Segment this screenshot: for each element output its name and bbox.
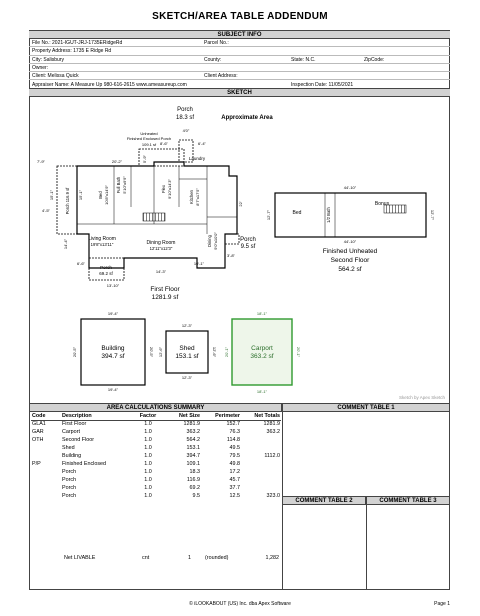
subject-info-field: Client Address:	[204, 73, 238, 80]
porch-right-label: Porch	[240, 237, 256, 243]
bonus-label: Bonus	[374, 201, 390, 207]
table-row	[31, 420, 281, 428]
comment-table-1-header: COMMENT TABLE 1	[282, 403, 450, 412]
dim-label: 20'-5"	[149, 346, 154, 358]
dining-label: Dining	[207, 235, 212, 247]
dim-label: 18'-1"	[256, 389, 268, 394]
table-row	[31, 492, 281, 500]
col-net-totals: Net Totals	[254, 412, 280, 419]
dim-label: 13'-10"	[106, 283, 120, 288]
cell-total	[241, 444, 281, 452]
table-row	[31, 460, 281, 468]
table-divider	[366, 496, 367, 590]
porch-bottom-label: Porch	[100, 265, 112, 270]
cell-code: GLA1	[32, 421, 46, 428]
dim-label: 19'-4"	[107, 387, 119, 392]
dim-label: 5'-9"	[142, 155, 147, 163]
cell-size: 1281.9	[183, 421, 200, 428]
table-row	[31, 452, 281, 460]
cell-total	[241, 468, 281, 476]
net-livable-rounded: (rounded)	[205, 555, 229, 561]
building-outline	[81, 319, 145, 385]
subject-info-row	[29, 64, 450, 72]
cell-desc: Porch	[62, 493, 77, 499]
dim-label: 19'-4"	[107, 311, 119, 316]
subject-info-field: City: Salisbury	[32, 56, 64, 63]
subject-info-header: SUBJECT INFO	[29, 30, 450, 39]
floor-plan-drawing	[29, 97, 450, 402]
second-floor-label-1: Finished Unheated	[322, 248, 378, 255]
cell-desc: Shed	[62, 445, 75, 451]
cell-size: 69.2	[189, 485, 200, 491]
dim-label: 10'-1"	[193, 261, 205, 266]
porch-right-outline	[225, 234, 239, 244]
net-livable-label: Net LIVABLE	[64, 555, 96, 561]
cell-perim: 76.3	[229, 429, 240, 435]
page-number: Page 1	[434, 601, 450, 607]
subject-info-row	[29, 39, 450, 47]
dim-label: 15'-1"	[78, 189, 83, 201]
sketch-area	[29, 97, 450, 402]
dim-label: 20'-1"	[224, 346, 229, 358]
cell-desc: Carport	[62, 429, 80, 435]
cell-size: 9.5	[192, 493, 200, 499]
cell-perim: 45.7	[229, 477, 240, 483]
page-title: SKETCH/AREA TABLE ADDENDUM	[152, 11, 328, 22]
dim-label: 12'-6"	[212, 346, 217, 358]
cell-perim: 49.5	[229, 445, 240, 451]
building-area: 394.7 sf	[101, 353, 125, 360]
cell-size: 109.1	[186, 461, 200, 467]
cell-total: 323.0	[266, 493, 280, 499]
living-room-label: Living Room	[88, 236, 116, 242]
cell-code: P/P	[32, 461, 41, 467]
flex-dim: 9'10"x14'3"	[167, 179, 172, 199]
cell-code: OTH	[32, 437, 44, 443]
unheated-label-1: Unheated	[140, 131, 158, 136]
cell-factor: 1.0	[144, 493, 152, 499]
cell-size: 363.2	[186, 429, 200, 435]
subject-info-field: Client: Melissa Quick	[32, 73, 79, 80]
cell-factor: 1.0	[144, 461, 152, 467]
porch-top-area: 18.3 sf	[175, 115, 195, 121]
cell-desc: Porch	[62, 477, 77, 483]
carport-area: 363.2 sf	[250, 353, 274, 360]
subject-info-row	[29, 72, 450, 80]
cell-total: 363.2	[266, 429, 280, 435]
col-perimeter: Perimeter	[215, 412, 240, 419]
copyright-text: © iLOOKABOUT (US) Inc. dba Apex Software	[189, 601, 291, 607]
subject-info-field: Parcel No.:	[204, 40, 229, 46]
cell-total	[241, 484, 281, 492]
comment-table-2-header: COMMENT TABLE 2	[282, 496, 366, 505]
dim-label: 15'-1"	[49, 189, 54, 201]
cell-desc: First Floor	[62, 421, 87, 428]
approx-area-label: Approximate Area	[221, 115, 273, 121]
cell-size: 564.2	[186, 437, 200, 443]
dim-label: 6'-4"	[198, 141, 206, 146]
dim-label: 4'0"	[182, 128, 190, 133]
cell-desc: Porch	[62, 469, 77, 475]
second-bed-label: Bed	[292, 210, 302, 216]
cell-perim: 17.2	[229, 469, 240, 475]
comment-table-3-header: COMMENT TABLE 3	[366, 496, 450, 505]
subject-info-field: File No.: 2021-IGUT-JRJ-1735ERidgeRd	[32, 40, 123, 46]
cell-size: 153.1	[186, 445, 200, 451]
cell-perim: 37.7	[229, 485, 240, 491]
subject-info-row	[29, 56, 450, 64]
cell-factor: 1.0	[144, 437, 152, 443]
sketch-header: SKETCH	[29, 88, 450, 97]
table-row	[31, 476, 281, 484]
cell-total: 1281.9	[263, 421, 280, 428]
living-room-dim: 19'8"x13'11"	[90, 242, 114, 247]
cell-factor: 1.0	[144, 469, 152, 475]
cell-perim: 49.8	[229, 461, 240, 467]
table-row	[31, 444, 281, 452]
unheated-label-3: 109.1 sf	[141, 142, 157, 147]
col-description: Description	[62, 412, 92, 419]
cell-desc: Building	[62, 453, 82, 459]
building-label: Building	[101, 345, 125, 352]
cell-perim: 12.5	[229, 493, 240, 499]
cell-code	[31, 452, 61, 460]
flex-label: Flex	[161, 185, 166, 193]
cell-code	[31, 492, 61, 500]
porch-right-area: 9.5 sf	[240, 244, 256, 250]
dim-label: 4'-5"	[42, 208, 50, 213]
cell-factor: 1.0	[144, 485, 152, 491]
col-factor: Factor	[139, 412, 157, 419]
dim-label: 44'-10"	[343, 239, 357, 244]
shed-label: Shed	[179, 345, 195, 352]
kitchen-label: Kitchen	[189, 190, 194, 204]
table-row	[31, 484, 281, 492]
unheated-label-2: Finished Enclosed Porch	[126, 136, 172, 141]
cell-total: 1112.0	[264, 453, 280, 459]
dining-room-label: Dining Room	[146, 240, 176, 246]
cell-total	[241, 476, 281, 484]
cell-code	[31, 484, 61, 492]
area-calculations-rows	[31, 420, 281, 500]
second-floor-area: 564.2 sf	[338, 266, 362, 273]
full-bath-dim: 5'10"x9'9"	[122, 176, 127, 194]
area-calculations-header: AREA CALCULATIONS SUMMARY	[29, 403, 282, 412]
dim-label: 12'-7"	[430, 209, 435, 221]
table-row	[31, 428, 281, 436]
cell-desc: Second Floor	[62, 437, 95, 443]
cell-factor: 1.0	[144, 453, 152, 459]
first-floor-label: First Floor	[150, 286, 180, 293]
dim-label: 22'	[238, 201, 243, 207]
dining-room-dim: 12'11"x12'3"	[149, 246, 173, 251]
cell-factor: 1.0	[144, 429, 152, 435]
cell-size: 18.3	[189, 469, 200, 475]
sketch-credit: Sketch by Apex Sketch	[398, 395, 445, 400]
cell-factor: 1.0	[144, 421, 152, 428]
cell-factor: 1.0	[144, 477, 152, 483]
first-floor-area: 1281.9 sf	[151, 294, 179, 301]
cell-perim: 152.7	[226, 421, 240, 428]
cell-desc: Porch	[62, 485, 77, 491]
cell-perim: 114.8	[226, 437, 240, 443]
dim-label: 3'-8"	[227, 253, 235, 258]
table-row	[31, 436, 281, 444]
shed-outline	[166, 331, 208, 373]
net-livable-count: 1	[188, 555, 191, 561]
subject-info-field: Property Address: 1735 E Ridge Rd	[32, 48, 112, 55]
dim-label: 12'-3"	[181, 375, 193, 380]
dim-label: 12'-6"	[158, 346, 163, 358]
dim-label: 20'-5"	[72, 346, 77, 358]
porch-left-label: Porch 116.9 sf	[65, 187, 70, 215]
cell-code	[31, 468, 61, 476]
half-bath-label: 1/2 Bath	[326, 207, 331, 223]
dim-label: 8'-6"	[160, 141, 168, 146]
cell-code	[31, 444, 61, 452]
full-bath-label: Full Bath	[116, 176, 121, 194]
subject-info-field: Inspection Date: 11/05/2021	[291, 81, 354, 88]
dim-label: 20'-2"	[111, 159, 123, 164]
dim-label: 14'-4"	[63, 238, 68, 250]
net-livable-total: 1,282	[265, 555, 279, 561]
cell-code	[31, 476, 61, 484]
subject-info-field: State: N.C.	[291, 56, 316, 63]
kitchen-dim: 8'7"x17'5"	[195, 188, 200, 206]
col-net-size: Net Size	[179, 412, 200, 419]
cell-desc: Finished Enclosed	[62, 461, 107, 467]
cell-code: GAR	[32, 429, 44, 435]
cell-total	[241, 436, 281, 444]
second-floor-label-2: Second Floor	[330, 257, 370, 264]
dim-label: 7'-9"	[37, 159, 45, 164]
bed-dim: 10'8"x14'9"	[104, 185, 109, 205]
cell-size: 394.7	[186, 453, 200, 459]
cell-size: 116.9	[186, 477, 200, 483]
carport-outline	[232, 319, 292, 385]
dim-label: 6'-6"	[77, 261, 85, 266]
shed-area: 153.1 sf	[175, 353, 199, 360]
dim-label: 44'-10"	[343, 185, 357, 190]
subject-info-field: Appraiser Name: A Measure Up 980-616-2615 www.ameasureup.com	[32, 81, 187, 88]
stairs-icon	[143, 213, 165, 221]
laundry-label: Laundry	[188, 156, 206, 161]
dim-label: 12'-7"	[266, 209, 271, 221]
porch-top-label: Porch	[177, 107, 193, 113]
dim-label: 14'-3"	[155, 269, 167, 274]
cell-factor: 1.0	[144, 445, 152, 451]
area-calculations-table	[31, 412, 281, 500]
dim-label: 12'-3"	[181, 323, 193, 328]
subject-info-field: ZipCode:	[364, 56, 385, 63]
cell-perim: 79.5	[229, 453, 240, 459]
dining-dim: 9'0"x10'0"	[213, 232, 218, 250]
subject-info-field: Owner:	[32, 64, 49, 71]
subject-info-field: County:	[204, 56, 222, 63]
carport-label: Carport	[251, 345, 273, 352]
bed-label: Bed	[98, 191, 103, 199]
table-row	[31, 468, 281, 476]
cell-total	[241, 460, 281, 468]
net-livable-factor: cnt	[142, 555, 150, 561]
table-divider	[282, 403, 283, 590]
dim-label: 18'-1"	[256, 311, 268, 316]
porch-bottom-area: 69.2 sf	[99, 271, 113, 276]
col-code: Code	[32, 412, 46, 419]
dim-label: 20'-1"	[296, 346, 301, 358]
subject-info-row	[29, 47, 450, 55]
